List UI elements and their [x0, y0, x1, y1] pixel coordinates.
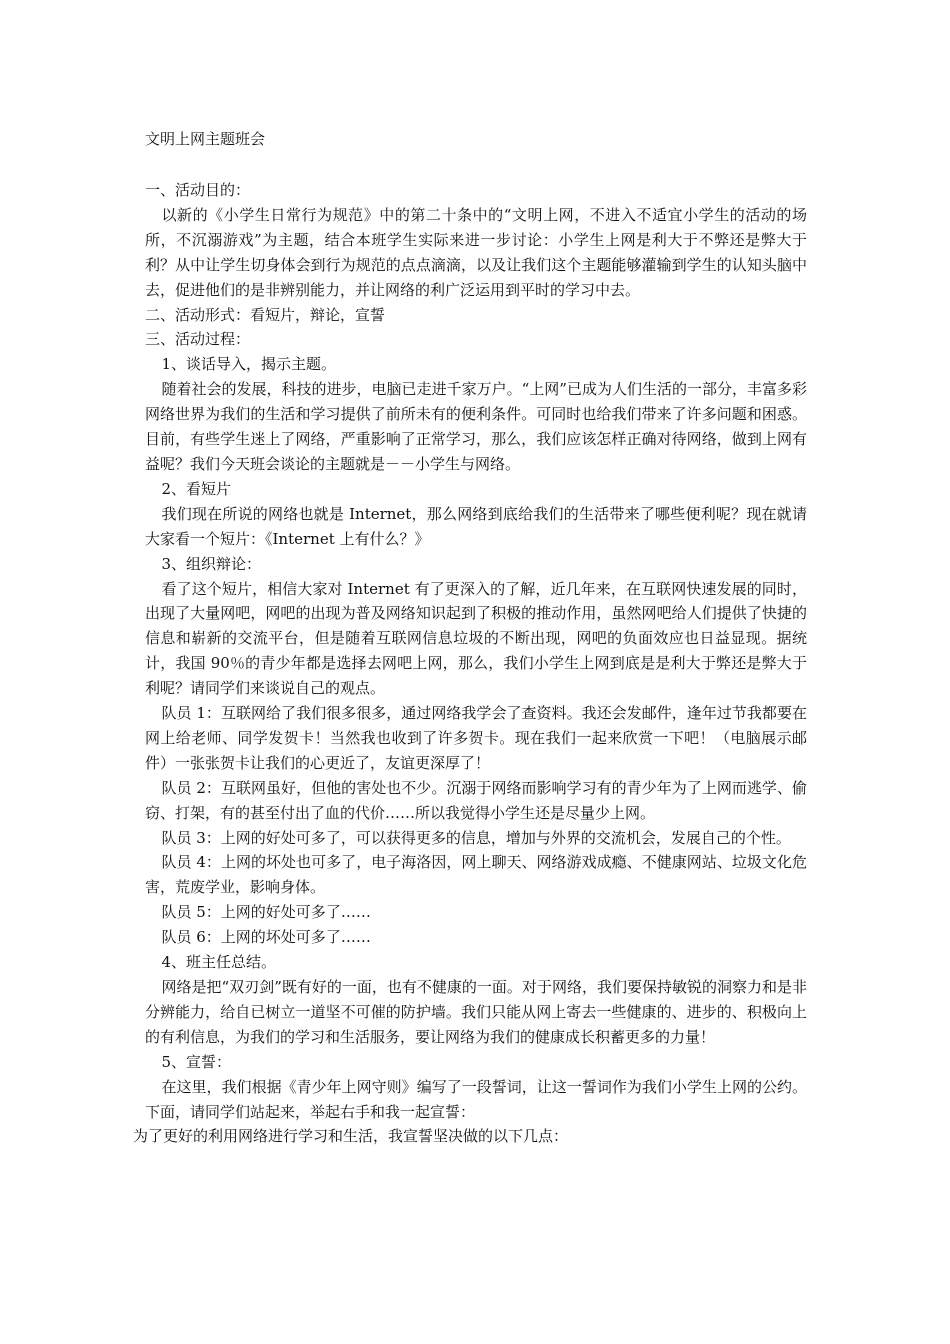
heading-process: 三、活动过程：: [145, 330, 251, 349]
member-6-statement: 队员 6：上网的坏处可多了……: [161, 928, 371, 947]
member-1-statement: 队员 1：互联网给了我们很多很多，通过网络我学会了查资料。我还会发邮件，逢年过节我都要在网上给老师、同学发贺卡！当然我也收到了许多贺卡。现在我们一起来欣赏一下吧！（电脑展示邮件）一张张贺卡让我们的心更近了，友谊更深厚了！: [145, 704, 807, 772]
paragraph-oath-intro: 在这里，我们根据《青少年上网守则》编写了一段誓词，让这一誓词作为我们小学生上网的公约。下面，请同学们站起来，举起右手和我一起宣誓：: [145, 1077, 807, 1121]
heading-objective: 一、活动目的：: [145, 181, 251, 199]
document-title: 文明上网主题班会: [145, 130, 266, 148]
paragraph-debate: 看了这个短片，相信大家对 Internet 有了更深入的了解，近几年来，在互联网快速发展的同时，出现了大量网吧，网吧的出现为普及网络知识起到了积极的推动作用，虽然网吧给人们提供了快捷的信息和崭新的交流平台，但是随着互联网信息垃圾的不断出现，网吧的负面效应也日益显现。据统计，我国 90％的青少年都是选择去网吧上网，那么，我们小学生上网到底是是利大于弊还是弊大于利呢？请同学们来谈说自己的观点。: [145, 579, 807, 698]
step-2-heading: 2、看短片: [161, 479, 232, 498]
paragraph-video: 我们现在所说的网络也就是 Internet，那么网络到底给我们的生活带来了哪些便利呢？现在就请大家看一个短片：《Internet 上有什么？》: [145, 504, 807, 548]
paragraph-objective: 以新的《小学生日常行为规范》中的第二十条中的“文明上网，不进入不适宜小学生的活动的场所，不沉溺游戏”为主题，结合本班学生实际来进一步讨论：小学生上网是利大于不弊还是弊大于利？从中让学生切身体会到行为规范的点点滴滴，以及让我们这个主题能够灌输到学生的认知头脑中去，促进他们的是非辨别能力，并让网络的利广泛运用到平时的学习中去。: [145, 205, 807, 299]
paragraph-intro: 随着社会的发展，科技的进步，电脑已走进千家万户。“上网”已成为人们生活的一部分，丰富多彩网络世界为我们的生活和学习提供了前所未有的便利条件。可同时也给我们带来了许多问题和困惑。目前，有些学生迷上了网络，严重影响了正常学习，那么，我们应该怎样正确对待网络，做到上网有益呢？我们今天班会谈论的主题就是－－小学生与网络。: [145, 380, 807, 473]
paragraph-summary: 网络是把“双刃剑”既有好的一面，也有不健康的一面。对于网络，我们要保持敏锐的洞察力和是非分辨能力，给自已树立一道坚不可催的防护墙。我们只能从网上寄去一些健康的、进步的、积极向上的有利信息，为我们的学习和生活服务，要让网络为我们的健康成长积蓄更多的力量！: [145, 978, 807, 1046]
paragraph-oath-lead: 为了更好的利用网络进行学习和生活，我宣誓坚决做的以下几点：: [133, 1127, 569, 1146]
member-2-statement: 队员 2：互联网虽好，但他的害处也不少。沉溺于网络而影响学习有的青少年为了上网而逃学、偷窃、打架，有的甚至付出了血的代价……所以我觉得小学生还是尽量少上网。: [145, 778, 807, 822]
document-body: [133, 178, 807, 1149]
member-4-statement: 队员 4：上网的坏处也可多了，电子海洛因，网上聊天、网络游戏成瘾、不健康网站、垃圾文化危害，荒废学业，影响身体。: [145, 853, 807, 897]
member-3-statement: 队员 3：上网的好处可多了，可以获得更多的信息，增加与外界的交流机会，发展自己的个性。: [161, 828, 791, 847]
step-3-heading: 3、组织辩论：: [161, 554, 262, 573]
step-4-heading: 4、班主任总结。: [161, 953, 277, 972]
step-5-heading: 5、宣誓：: [161, 1052, 232, 1071]
heading-format: 二、活动形式：看短片，辩论，宣誓: [145, 305, 386, 324]
member-5-statement: 队员 5：上网的好处可多了……: [161, 903, 371, 922]
step-1-heading: 1、谈话导入，揭示主题。: [161, 355, 337, 374]
